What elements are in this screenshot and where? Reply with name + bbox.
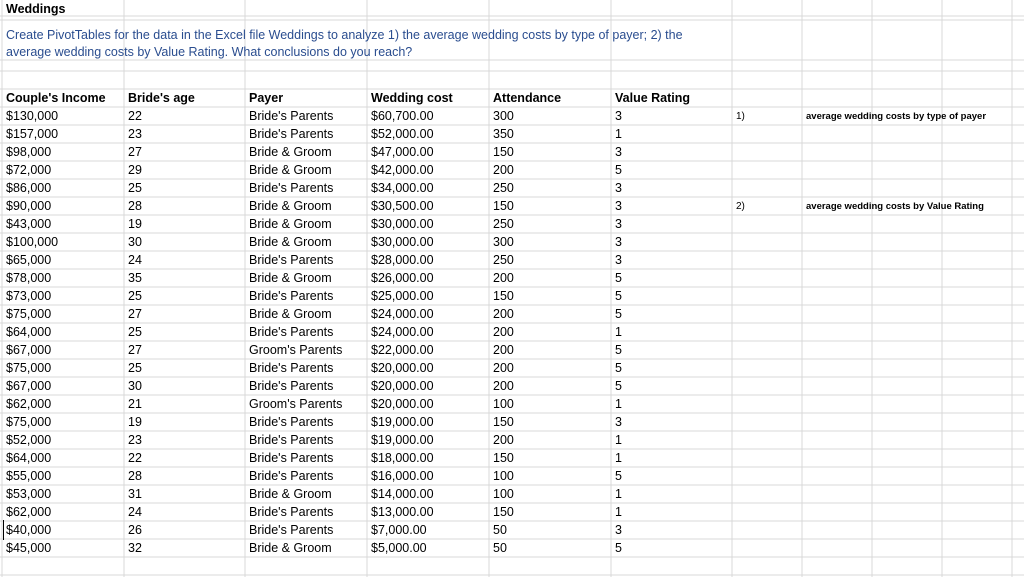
header-couples-income[interactable]: Couple's Income <box>6 91 106 105</box>
cell-attendance[interactable]: 150 <box>493 505 514 519</box>
cell-value-rating[interactable]: 5 <box>615 271 622 285</box>
cell-payer[interactable]: Bride's Parents <box>249 109 334 123</box>
cell-brides-age[interactable]: 22 <box>128 109 142 123</box>
instructions-line-1[interactable]: Create PivotTables for the data in the Excel file Weddings to analyze 1) the average wedding costs by type of payer; 2) the <box>6 28 683 42</box>
cell-value-rating[interactable]: 1 <box>615 505 622 519</box>
cell-payer[interactable]: Bride's Parents <box>249 433 334 447</box>
cell-wedding-cost[interactable]: $42,000.00 <box>371 163 434 177</box>
cell-couples-income[interactable]: $86,000 <box>6 181 52 195</box>
cell-payer[interactable]: Groom's Parents <box>249 343 343 357</box>
cell-attendance[interactable]: 200 <box>493 307 514 321</box>
cell-attendance[interactable]: 100 <box>493 487 514 501</box>
cell-couples-income[interactable]: $75,000 <box>6 415 52 429</box>
cell-wedding-cost[interactable]: $47,000.00 <box>371 145 434 159</box>
cell-wedding-cost[interactable]: $24,000.00 <box>371 325 434 339</box>
cell-wedding-cost[interactable]: $25,000.00 <box>371 289 434 303</box>
cell-brides-age[interactable]: 25 <box>128 181 142 195</box>
cell-couples-income[interactable]: $100,000 <box>6 235 59 249</box>
cell-couples-income[interactable]: $64,000 <box>6 325 52 339</box>
cell-attendance[interactable]: 200 <box>493 325 514 339</box>
cell-brides-age[interactable]: 22 <box>128 451 142 465</box>
cell-payer[interactable]: Bride & Groom <box>249 541 332 555</box>
cell-couples-income[interactable]: $53,000 <box>6 487 52 501</box>
cell-wedding-cost[interactable]: $60,700.00 <box>371 109 434 123</box>
cell-value-rating[interactable]: 1 <box>615 397 622 411</box>
cell-wedding-cost[interactable]: $20,000.00 <box>371 361 434 375</box>
cell-value-rating[interactable]: 5 <box>615 343 622 357</box>
cell-attendance[interactable]: 200 <box>493 379 514 393</box>
cell-payer[interactable]: Bride's Parents <box>249 127 334 141</box>
cell-brides-age[interactable]: 19 <box>128 415 142 429</box>
cell-attendance[interactable]: 350 <box>493 127 514 141</box>
cell-couples-income[interactable]: $78,000 <box>6 271 52 285</box>
cell-payer[interactable]: Bride's Parents <box>249 415 334 429</box>
cell-wedding-cost[interactable]: $26,000.00 <box>371 271 434 285</box>
cell-value-rating[interactable]: 3 <box>615 109 622 123</box>
cell-brides-age[interactable]: 24 <box>128 505 142 519</box>
cell-wedding-cost[interactable]: $22,000.00 <box>371 343 434 357</box>
cell-value-rating[interactable]: 1 <box>615 451 622 465</box>
sheet-title[interactable]: Weddings <box>6 2 66 16</box>
cell-brides-age[interactable]: 27 <box>128 343 142 357</box>
cell-couples-income[interactable]: $67,000 <box>6 343 52 357</box>
cell-payer[interactable]: Bride & Groom <box>249 307 332 321</box>
cell-payer[interactable]: Bride's Parents <box>249 505 334 519</box>
note-index-1[interactable]: 1) <box>736 111 745 122</box>
cell-value-rating[interactable]: 3 <box>615 523 622 537</box>
cell-wedding-cost[interactable]: $19,000.00 <box>371 415 434 429</box>
cell-payer[interactable]: Bride's Parents <box>249 181 334 195</box>
cell-brides-age[interactable]: 19 <box>128 217 142 231</box>
note-index-2[interactable]: 2) <box>736 201 745 212</box>
cell-attendance[interactable]: 300 <box>493 109 514 123</box>
cell-couples-income[interactable]: $98,000 <box>6 145 52 159</box>
cell-brides-age[interactable]: 25 <box>128 361 142 375</box>
cell-couples-income[interactable]: $72,000 <box>6 163 52 177</box>
cell-wedding-cost[interactable]: $14,000.00 <box>371 487 434 501</box>
cell-payer[interactable]: Bride's Parents <box>249 379 334 393</box>
cell-couples-income[interactable]: $43,000 <box>6 217 52 231</box>
cell-couples-income[interactable]: $75,000 <box>6 307 52 321</box>
cell-brides-age[interactable]: 31 <box>128 487 142 501</box>
active-cell-indicator <box>3 520 4 540</box>
cell-couples-income[interactable]: $130,000 <box>6 109 59 123</box>
cell-couples-income[interactable]: $90,000 <box>6 199 52 213</box>
cell-brides-age[interactable]: 27 <box>128 307 142 321</box>
cell-attendance[interactable]: 250 <box>493 217 514 231</box>
cell-attendance[interactable]: 250 <box>493 253 514 267</box>
cell-brides-age[interactable]: 25 <box>128 325 142 339</box>
cell-value-rating[interactable]: 5 <box>615 469 622 483</box>
note-text-2[interactable]: average wedding costs by Value Rating <box>806 201 984 212</box>
cell-attendance[interactable]: 200 <box>493 361 514 375</box>
cell-couples-income[interactable]: $62,000 <box>6 397 52 411</box>
cell-couples-income[interactable]: $40,000 <box>6 523 52 537</box>
cell-value-rating[interactable]: 3 <box>615 199 622 213</box>
header-payer[interactable]: Payer <box>249 91 284 105</box>
cell-couples-income[interactable]: $52,000 <box>6 433 52 447</box>
cell-couples-income[interactable]: $45,000 <box>6 541 52 555</box>
cell-brides-age[interactable]: 28 <box>128 469 142 483</box>
note-text-1[interactable]: average wedding costs by type of payer <box>806 111 987 122</box>
cell-value-rating[interactable]: 3 <box>615 235 622 249</box>
cell-couples-income[interactable]: $64,000 <box>6 451 52 465</box>
cell-value-rating[interactable]: 3 <box>615 217 622 231</box>
cell-payer[interactable]: Bride & Groom <box>249 199 332 213</box>
cell-wedding-cost[interactable]: $30,500.00 <box>371 199 434 213</box>
instructions-line-2[interactable]: average wedding costs by Value Rating. What conclusions do you reach? <box>6 45 413 59</box>
cell-brides-age[interactable]: 29 <box>128 163 142 177</box>
cell-couples-income[interactable]: $73,000 <box>6 289 52 303</box>
cell-attendance[interactable]: 300 <box>493 235 514 249</box>
header-brides-age[interactable]: Bride's age <box>128 91 195 105</box>
cell-payer[interactable]: Bride & Groom <box>249 235 332 249</box>
cell-brides-age[interactable]: 30 <box>128 379 142 393</box>
cell-value-rating[interactable]: 3 <box>615 145 622 159</box>
cell-brides-age[interactable]: 25 <box>128 289 142 303</box>
cell-brides-age[interactable]: 32 <box>128 541 142 555</box>
cell-payer[interactable]: Bride & Groom <box>249 271 332 285</box>
cell-attendance[interactable]: 200 <box>493 433 514 447</box>
cell-wedding-cost[interactable]: $5,000.00 <box>371 541 427 555</box>
cell-wedding-cost[interactable]: $34,000.00 <box>371 181 434 195</box>
cell-value-rating[interactable]: 3 <box>615 181 622 195</box>
cell-couples-income[interactable]: $62,000 <box>6 505 52 519</box>
cell-wedding-cost[interactable]: $24,000.00 <box>371 307 434 321</box>
cell-value-rating[interactable]: 5 <box>615 541 622 555</box>
cell-value-rating[interactable]: 5 <box>615 163 622 177</box>
cell-attendance[interactable]: 150 <box>493 145 514 159</box>
cell-payer[interactable]: Bride's Parents <box>249 253 334 267</box>
cell-brides-age[interactable]: 21 <box>128 397 142 411</box>
cell-value-rating[interactable]: 1 <box>615 487 622 501</box>
cell-payer[interactable]: Bride's Parents <box>249 289 334 303</box>
cell-couples-income[interactable]: $65,000 <box>6 253 52 267</box>
cell-wedding-cost[interactable]: $20,000.00 <box>371 379 434 393</box>
cell-attendance[interactable]: 200 <box>493 163 514 177</box>
cell-wedding-cost[interactable]: $13,000.00 <box>371 505 434 519</box>
cell-attendance[interactable]: 50 <box>493 541 507 555</box>
cell-couples-income[interactable]: $67,000 <box>6 379 52 393</box>
cell-brides-age[interactable]: 27 <box>128 145 142 159</box>
cell-brides-age[interactable]: 26 <box>128 523 142 537</box>
cell-value-rating[interactable]: 1 <box>615 127 622 141</box>
cell-payer[interactable]: Bride's Parents <box>249 361 334 375</box>
cell-brides-age[interactable]: 23 <box>128 127 142 141</box>
cell-attendance[interactable]: 200 <box>493 271 514 285</box>
cell-value-rating[interactable]: 1 <box>615 325 622 339</box>
cell-couples-income[interactable]: $55,000 <box>6 469 52 483</box>
cell-attendance[interactable]: 250 <box>493 181 514 195</box>
cell-brides-age[interactable]: 24 <box>128 253 142 267</box>
cell-payer[interactable]: Bride & Groom <box>249 487 332 501</box>
cell-attendance[interactable]: 50 <box>493 523 507 537</box>
cell-value-rating[interactable]: 3 <box>615 415 622 429</box>
cell-attendance[interactable]: 100 <box>493 397 514 411</box>
cell-payer[interactable]: Bride's Parents <box>249 451 334 465</box>
cell-wedding-cost[interactable]: $30,000.00 <box>371 217 434 231</box>
cell-attendance[interactable]: 150 <box>493 199 514 213</box>
cell-payer[interactable]: Bride & Groom <box>249 163 332 177</box>
cell-payer[interactable]: Groom's Parents <box>249 397 343 411</box>
cell-attendance[interactable]: 150 <box>493 451 514 465</box>
cell-value-rating[interactable]: 5 <box>615 379 622 393</box>
cell-wedding-cost[interactable]: $16,000.00 <box>371 469 434 483</box>
cell-brides-age[interactable]: 23 <box>128 433 142 447</box>
cell-payer[interactable]: Bride & Groom <box>249 217 332 231</box>
cell-value-rating[interactable]: 5 <box>615 289 622 303</box>
cell-wedding-cost[interactable]: $18,000.00 <box>371 451 434 465</box>
cell-attendance[interactable]: 100 <box>493 469 514 483</box>
cell-wedding-cost[interactable]: $20,000.00 <box>371 397 434 411</box>
cell-attendance[interactable]: 200 <box>493 343 514 357</box>
cell-payer[interactable]: Bride & Groom <box>249 145 332 159</box>
cell-wedding-cost[interactable]: $28,000.00 <box>371 253 434 267</box>
cell-attendance[interactable]: 150 <box>493 289 514 303</box>
cell-value-rating[interactable]: 1 <box>615 433 622 447</box>
cell-brides-age[interactable]: 28 <box>128 199 142 213</box>
cell-wedding-cost[interactable]: $7,000.00 <box>371 523 427 537</box>
cell-value-rating[interactable]: 3 <box>615 253 622 267</box>
cell-brides-age[interactable]: 30 <box>128 235 142 249</box>
cell-value-rating[interactable]: 5 <box>615 307 622 321</box>
cell-wedding-cost[interactable]: $30,000.00 <box>371 235 434 249</box>
cell-couples-income[interactable]: $75,000 <box>6 361 52 375</box>
cell-attendance[interactable]: 150 <box>493 415 514 429</box>
header-wedding-cost[interactable]: Wedding cost <box>371 91 453 105</box>
cell-wedding-cost[interactable]: $19,000.00 <box>371 433 434 447</box>
cell-brides-age[interactable]: 35 <box>128 271 142 285</box>
header-value-rating[interactable]: Value Rating <box>615 91 691 105</box>
cell-couples-income[interactable]: $157,000 <box>6 127 59 141</box>
cell-payer[interactable]: Bride's Parents <box>249 325 334 339</box>
cell-value-rating[interactable]: 5 <box>615 361 622 375</box>
header-attendance[interactable]: Attendance <box>493 91 562 105</box>
cell-wedding-cost[interactable]: $52,000.00 <box>371 127 434 141</box>
cell-payer[interactable]: Bride's Parents <box>249 469 334 483</box>
cell-payer[interactable]: Bride's Parents <box>249 523 334 537</box>
